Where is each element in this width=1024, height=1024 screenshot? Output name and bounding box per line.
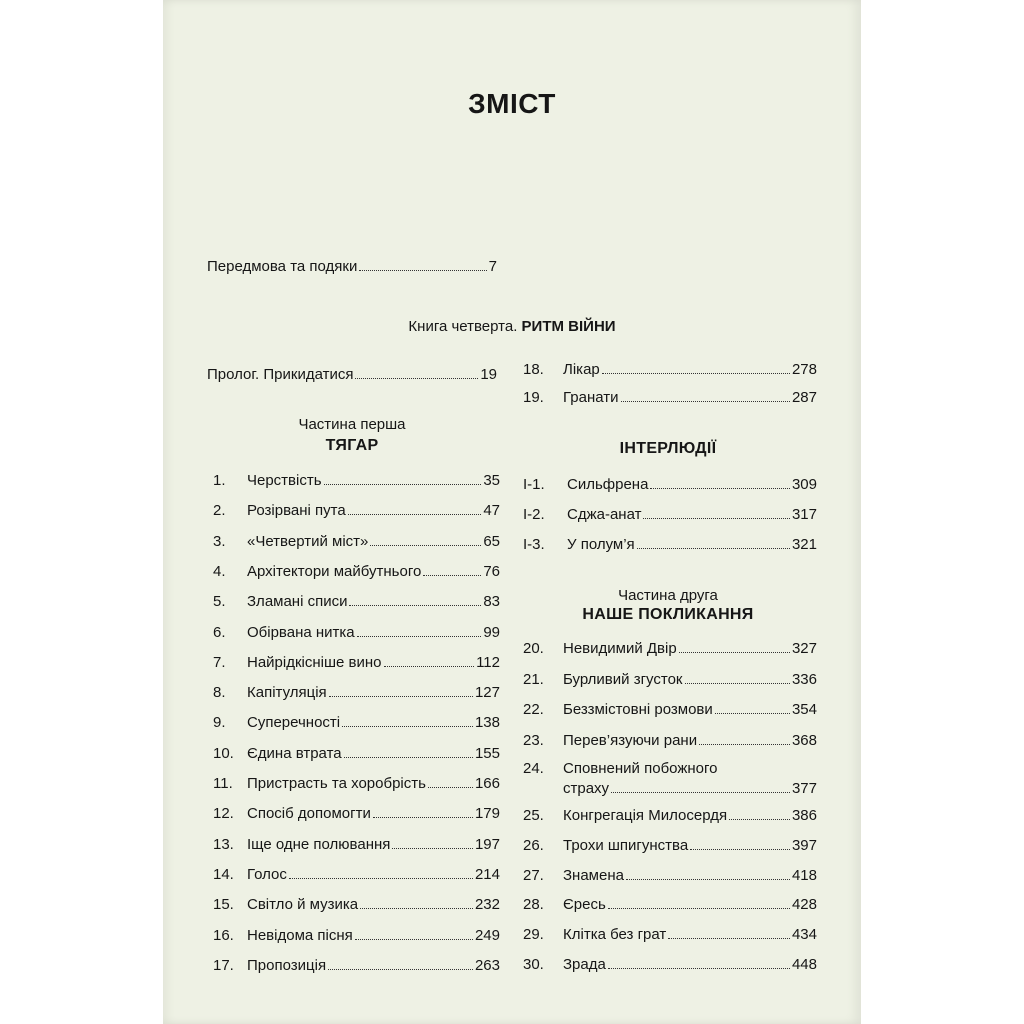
toc-entry-title: Єресь	[563, 896, 606, 914]
toc-entry-page: 321	[791, 536, 817, 553]
toc-entry	[523, 506, 817, 524]
toc-entry-title: Світло й музика	[247, 896, 359, 914]
toc-entry-number: 23.	[523, 731, 544, 749]
toc-entry-title: Черствість	[247, 472, 322, 489]
toc-entry-number: 30.	[523, 956, 544, 973]
dot-leader	[355, 939, 473, 940]
toc-entry-title: Перев’язуючи рани	[563, 731, 698, 749]
toc-entry	[213, 805, 500, 823]
toc-entry	[213, 714, 500, 732]
toc-entry-number: 14.	[213, 865, 234, 883]
toc-entry	[213, 533, 500, 551]
toc-entry-number: 4.	[213, 562, 226, 580]
dot-leader	[643, 518, 790, 519]
toc-entry-title: Бурливий згусток	[563, 670, 683, 688]
toc-entry-page: 197	[474, 835, 500, 853]
toc-entry-title: Беззмістовні розмови	[563, 701, 713, 718]
dot-leader	[289, 878, 473, 879]
toc-entry-title: Передмова та подяки	[207, 258, 358, 275]
interludes-heading: ІНТЕРЛЮДІЇ	[619, 440, 717, 457]
toc-entry-page: 263	[474, 956, 500, 974]
part-two-name: НАШЕ ПОКЛИКАННЯ	[582, 606, 754, 623]
dot-leader	[668, 938, 790, 939]
toc-entry-number: 16.	[213, 926, 234, 944]
dot-leader	[637, 548, 790, 549]
toc-entry-page: 368	[791, 731, 817, 749]
toc-entry-title: Суперечності	[247, 714, 341, 732]
toc-entry-number: 9.	[213, 714, 226, 732]
toc-entry-title: Капітуляція	[247, 684, 327, 702]
toc-entry-page: 448	[791, 956, 817, 973]
toc-entry-number: 11.	[213, 775, 233, 792]
book-heading	[163, 318, 861, 335]
toc-entry-number: 18.	[523, 361, 544, 378]
dot-leader	[348, 514, 482, 515]
toc-entry	[213, 593, 500, 611]
toc-entry-number: І-3.	[523, 536, 545, 553]
toc-entry-number: 17.	[213, 956, 234, 974]
toc-entry	[523, 867, 817, 885]
part-two-label: Частина друга	[618, 587, 718, 604]
toc-entry	[213, 836, 500, 854]
dot-leader	[370, 545, 481, 546]
toc-entry-title: Зламані списи	[247, 593, 348, 611]
toc-entry-title: Невидимий Двір	[563, 640, 677, 657]
toc-entry-page: 155	[474, 744, 500, 762]
toc-entry-page: 287	[791, 389, 817, 406]
toc-entry-number: 24.	[523, 760, 544, 777]
toc-entry-title: Пропозиція	[247, 956, 327, 974]
toc-entry-title: Спосіб допомогти	[247, 805, 371, 823]
toc-entry-title: Обірвана нитка	[247, 623, 355, 641]
toc-entry	[213, 866, 500, 884]
toc-entry-title: Зрада	[563, 956, 606, 973]
dot-leader	[602, 373, 790, 374]
toc-entry-title: Іще одне полювання	[247, 835, 391, 853]
dot-leader	[650, 488, 790, 489]
dot-leader	[355, 378, 478, 379]
toc-entry	[523, 671, 817, 689]
toc-entry-prologue	[207, 366, 497, 384]
toc-entry-page: 386	[791, 807, 817, 824]
toc-entry-title: Сильфрена	[567, 476, 649, 493]
dot-leader	[699, 744, 790, 745]
toc-entry-page: 166	[474, 775, 500, 792]
toc-entry	[213, 563, 500, 581]
toc-entry-title-line2: страху	[563, 780, 610, 797]
toc-entry-page: 76	[483, 562, 500, 580]
toc-entry-number: 27.	[523, 866, 544, 884]
toc-entry-preface	[207, 258, 497, 276]
toc-entry	[213, 745, 500, 763]
toc-entry-number: І-1.	[523, 476, 545, 493]
toc-entry	[523, 896, 817, 914]
toc-entry-page: 354	[791, 701, 817, 718]
toc-entry-page: 377	[791, 780, 817, 797]
toc-entry-title: Трохи шпигунства	[563, 836, 689, 854]
toc-entry	[213, 624, 500, 642]
toc-entry-number: 8.	[213, 684, 226, 702]
toc-entry-page: 214	[474, 865, 500, 883]
toc-entry-page: 19	[480, 366, 497, 383]
dot-leader	[423, 575, 481, 576]
toc-entry-page: 232	[474, 896, 500, 914]
toc-entry-number: 20.	[523, 640, 544, 657]
dot-leader	[428, 787, 473, 788]
toc-entry-number: 29.	[523, 926, 544, 944]
toc-entry-number: 2.	[213, 502, 226, 520]
toc-entry	[523, 361, 817, 379]
toc-entry	[523, 640, 817, 658]
toc-entry-page: 418	[791, 866, 817, 884]
dot-leader	[608, 908, 790, 909]
dot-leader	[360, 908, 473, 909]
dot-leader	[690, 849, 790, 850]
dot-leader	[359, 270, 486, 271]
dot-leader	[357, 636, 482, 637]
toc-entry-title: «Четвертий міст»	[247, 532, 369, 550]
part-one-name: ТЯГАР	[325, 437, 379, 454]
toc-entry-number: 15.	[213, 896, 234, 914]
toc-entry-page: 7	[488, 258, 497, 275]
dot-leader	[328, 969, 473, 970]
toc-entry-page: 309	[791, 476, 817, 493]
toc-entry-page: 278	[791, 361, 817, 378]
toc-entry-title: Єдина втрата	[247, 744, 342, 762]
toc-entry-title: Сджа-анат	[567, 506, 642, 523]
toc-entry-page: 434	[791, 926, 817, 944]
dot-leader	[342, 726, 473, 727]
page-title: ЗМІСТ	[468, 88, 556, 119]
toc-entry-page: 127	[474, 684, 500, 702]
book-page	[163, 0, 861, 1024]
dot-leader	[626, 879, 790, 880]
dot-leader	[384, 666, 475, 667]
dot-leader	[608, 968, 790, 969]
toc-entry-title: Лікар	[563, 361, 600, 378]
toc-entry-24	[523, 759, 817, 799]
toc-entry-page: 327	[791, 640, 817, 657]
toc-entry-title: Пролог. Прикидатися	[207, 366, 354, 383]
toc-entry-number: 7.	[213, 653, 226, 671]
toc-entry-title: Невідома пісня	[247, 926, 353, 944]
toc-entry-title: Архітектори майбутнього	[247, 562, 422, 580]
toc-entry-page: 47	[483, 502, 500, 520]
dot-leader	[349, 605, 481, 606]
toc-entry-number: 5.	[213, 593, 226, 611]
toc-entry-number: 28.	[523, 896, 544, 914]
toc-entry-number: 22.	[523, 701, 544, 718]
toc-entry-page: 65	[483, 532, 500, 550]
dot-leader	[373, 817, 473, 818]
dot-leader	[621, 401, 790, 402]
toc-entry	[523, 732, 817, 750]
toc-entry-page: 336	[791, 670, 817, 688]
toc-entry	[523, 807, 817, 825]
toc-entry-page: 249	[474, 926, 500, 944]
toc-entry-title: Найрідкісніше вино	[247, 653, 382, 671]
toc-entry-title: Клітка без грат	[563, 926, 667, 944]
toc-entry-title: Конгрегація Милосердя	[563, 807, 728, 824]
toc-entry	[213, 654, 500, 672]
toc-entry-page: 83	[483, 593, 500, 611]
toc-entry-number: І-2.	[523, 506, 545, 523]
toc-entry-title: Гранати	[563, 389, 619, 406]
dot-leader	[685, 683, 790, 684]
toc-entry	[523, 389, 817, 407]
toc-entry-number: 12.	[213, 805, 234, 823]
toc-entry-number: 6.	[213, 623, 226, 641]
toc-entry	[523, 926, 817, 944]
toc-entry-page: 317	[791, 506, 817, 523]
toc-entry	[213, 684, 500, 702]
toc-entry	[523, 536, 817, 554]
toc-entry-page: 179	[474, 805, 500, 823]
toc-entry	[213, 775, 500, 793]
toc-entry	[523, 956, 817, 974]
dot-leader	[679, 652, 790, 653]
toc-entry	[523, 837, 817, 855]
toc-entry-page: 397	[791, 836, 817, 854]
dot-leader	[611, 792, 790, 793]
toc-entry	[213, 927, 500, 945]
toc-entry-page: 112	[476, 653, 500, 671]
toc-entry-page: 35	[483, 472, 500, 489]
dot-leader	[344, 757, 473, 758]
part-one-label: Частина перша	[298, 416, 406, 433]
toc-entry-title: Розірвані пута	[247, 502, 346, 520]
dot-leader	[392, 848, 473, 849]
dot-leader	[715, 713, 790, 714]
toc-entry	[523, 476, 817, 494]
toc-entry-page: 428	[791, 896, 817, 914]
toc-entry	[213, 502, 500, 520]
toc-entry-number: 1.	[213, 472, 226, 489]
toc-entry-title: Голос	[247, 865, 287, 883]
toc-entry-number: 21.	[523, 670, 544, 688]
toc-entry-number: 19.	[523, 389, 544, 406]
toc-entry	[213, 957, 500, 975]
toc-entry-number: 26.	[523, 836, 544, 854]
book-label: Книга четверта.	[408, 318, 518, 335]
toc-entry-number: 25.	[523, 807, 544, 824]
toc-entry-title: У полум’я	[567, 536, 635, 553]
toc-entry-title: Пристрасть та хоробрість	[247, 775, 426, 792]
dot-leader	[329, 696, 473, 697]
toc-entry	[523, 701, 817, 719]
toc-entry-number: 13.	[213, 835, 234, 853]
dot-leader	[324, 484, 482, 485]
dot-leader	[729, 819, 790, 820]
book-name: РИТМ ВІЙНИ	[521, 318, 616, 335]
toc-entry-page: 138	[474, 714, 500, 732]
toc-entry	[213, 896, 500, 914]
toc-entry	[213, 472, 500, 490]
toc-entry-number: 10.	[213, 744, 234, 762]
toc-entry-number: 3.	[213, 532, 226, 550]
toc-entry-title-line1: Сповнений побожного	[563, 760, 718, 777]
toc-entry-title: Знамена	[563, 866, 624, 884]
toc-entry-page: 99	[483, 623, 500, 641]
